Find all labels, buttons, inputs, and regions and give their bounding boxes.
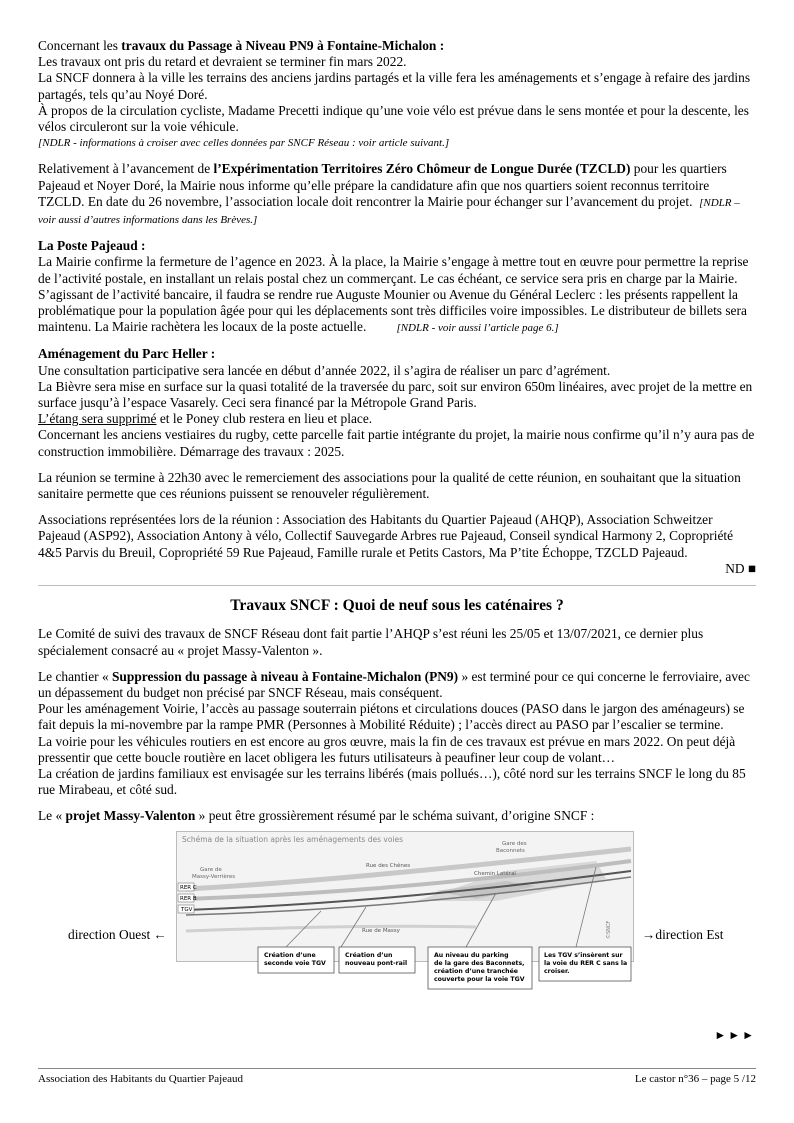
footer-association: Association des Habitants du Quartier Pajeaud [38, 1073, 243, 1085]
poste-heading: La Poste Pajeaud : [38, 238, 146, 254]
tzcld-intro: Relativement à l’avancement de [38, 161, 214, 177]
pn9-intro: Concernant les [38, 38, 122, 53]
callout-text-3: Au niveau du parking de la gare des Baconnets, création d’une tranchée couverte pour la voie TGV [434, 951, 525, 983]
pn9-heading: travaux du Passage à Niveau PN9 à Fontaine-Michalon : [121, 38, 445, 53]
pn9-line-1: Les travaux ont pris du retard et devraient se terminer fin mars 2022. [38, 54, 407, 70]
tgv-label: TGV [181, 906, 193, 913]
direction-east-label: →direction Est [642, 926, 724, 942]
poste-paragraph [38, 254, 756, 336]
p6-end: » peut être grossièrement résumé par le schéma suivant, d’origine SNCF : [195, 808, 595, 824]
article-paragraph-3: Pour les aménagement Voirie, l’accès au passage souterrain piétons et circulations douces (PASO dans le jargon des aménageurs) se fait depuis la mi-novembre par la rampe PMR (Personnes à Mobilité Réduite) ; l’accès direct au PASO par l’escalier se termine. [38, 701, 745, 733]
pn9-line-3: À propos de la circulation cycliste, Madame Precetti indique qu’une voie vélo est prévue dans le sens montée et pour la descente, les vélos circuleront sur la voie véhicule. [38, 102, 749, 135]
tzcld-note: [NDLR – voir aussi d’autres informations dans les Brèves.] [38, 196, 740, 227]
gare-baconnets-label-2: Baconnets [496, 847, 525, 854]
footer-page-number: Le castor n°36 – page 5 /12 [634, 1073, 756, 1085]
page-footer [38, 1068, 756, 1085]
chemin-lateral-label: Chemin Latéral [474, 870, 516, 877]
sncf-credit: ©SNCF [606, 920, 612, 939]
article-paragraph-4: La voirie pour les véhicules routiers en est encore au gros œuvre, mais la fin de ces travaux est prévue en mars 2022. On peut déjà pressentir que cette boucle routière en lacet obligera les futurs utilisateurs à peaufiner leur coup de volant… [38, 733, 736, 765]
tzcld-paragraph [38, 161, 756, 228]
callout-text-1: Création d’une seconde voie TGV [264, 951, 326, 967]
tzcld-heading: l’Expérimentation Territoires Zéro Chômeur de Longue Durée (TZCLD) [213, 161, 631, 177]
page-content [38, 38, 756, 1042]
poste-note: [NDLR - voir aussi l’article page 6.] [396, 322, 559, 335]
tzcld-text: pour les quartiers Pajeaud et Noyer Doré, la Mairie nous informe qu’elle prépare la candidature afin que nos quartiers soient reconnus territoire TZCLD. En date du 26 novembre, l’association locale doit rencontrer la Mairie pour échanger sur l’avancement du projet. [38, 161, 727, 209]
rer-c-label: RER C [180, 884, 197, 891]
pn9-paragraph [38, 38, 756, 54]
closing-paragraph: La réunion se termine à 22h30 avec le remerciement des associations pour la qualité de cette réunion, en souhaitant que la situation sanitaire permette que ces réunions puissent se renouveler régulièrement. [38, 469, 741, 502]
rue-chenes-label: Rue des Chênes [366, 862, 411, 869]
p6-bold: projet Massy-Valenton [65, 808, 196, 824]
parc-line-2: La Bièvre sera mise en surface sur la quasi totalité de la traversée du parc, soit sur environ 650m linéaires, avec projet de la mettre en surface jusqu’à l’espace Vasarely. Ceci sera financé par la Métropole Grand Paris. [38, 378, 753, 411]
pn9-note: [NDLR - informations à croiser avec celles données par SNCF Réseau : voir article suivant.] [38, 137, 450, 150]
p2-end: » est terminé pour ce qui concerne le ferroviaire, avec un dépassement du budget non précisé par SNCF Réseau, mais conséquent. [38, 668, 750, 700]
diagram-row [38, 831, 756, 1042]
massy-valenton-diagram [176, 831, 634, 1011]
article-paragraph-1: Le Comité de suivi des travaux de SNCF Réseau dont fait partie l’AHQP s’est réuni les 25/05 et 13/07/2021, ce dernier plus spécialement consacré au « projet Massy-Valenton ». [38, 626, 704, 658]
rue-massy-label: Rue de Massy [362, 927, 400, 934]
poste-text: La Mairie confirme la fermeture de l’agence en 2023. À la place, la Mairie s’engage à mettre tout en œuvre pour permettre la reprise de l’activité postale, en installant un relais postal chez un commerçant. Le cas échéant, ce service sera pris en charge par la Mairie. S’agissant de l’activité bancaire, il faudra se rendre rue Auguste Mounier ou Avenue du Général Leclerc : les présents rappellent la problématique pour la population âgée pour qui les déplacements sont très difficiles voire impossibles. Le distributeur de billets sera maintenu. La Mairie rachètera les locaux de la poste actuelle. [38, 254, 749, 335]
callout-text-4: Les TGV s’insèrent sur la voie du RER C sans la croiser. [544, 951, 628, 975]
etang-underlined: L’étang sera supprimé [38, 411, 157, 427]
parc-line-1: Une consultation participative sera lancée en début d’année 2022, il s’agira de réaliser un parc d’agrément. [38, 362, 611, 378]
gare-massy-label-1: Gare de [200, 866, 222, 873]
article-paragraph-2 [38, 669, 756, 701]
continue-arrows: ►►► [714, 1027, 756, 1042]
rer-b-label: RER B [180, 895, 197, 902]
callout-text-2: Création d’un nouveau pont-rail [345, 951, 408, 967]
signature: ND ■ [725, 560, 756, 576]
parc-line-4: Concernant les anciens vestiaires du rugby, cette parcelle fait partie intégrante du projet, la mairie nous confirme qu’il n’y aura pas de construction immobilière. Démarrage des travaux : 2025. [38, 427, 755, 459]
associations-paragraph: Associations représentées lors de la réunion : Association des Habitants du Quartier Pajeaud (AHQP), Association Schweitzer Pajeaud (ASP92), Association Antony à vélo, Collectif Sauvegarde Arbres rue Pajeaud, Conseil syndical Harmony 2, Copropriété 4&5 Parvis du Breuil, Copropriété 59 Rue Pajeaud, Famille rurale et Petits Castors, Ma P’tite Échoppe, TZCLD Pajeaud. [38, 512, 734, 560]
p6-start: Le « [38, 808, 66, 824]
parc-line-3 [38, 411, 756, 427]
gare-massy-label-2: Massy-Verrières [192, 873, 236, 880]
diagram-title: Schéma de la situation après les aménagements des voies [182, 834, 404, 844]
article-paragraph-5: La création de jardins familiaux est envisagée sur les terrains libérés (mais pollués…), côté nord sur les terrains SNCF le long du 85 rue Mirabeau, et côté sud. [38, 765, 746, 798]
p2-bold: Suppression du passage à niveau à Fontaine-Michalon (PN9) [111, 668, 459, 684]
section-divider [38, 585, 756, 586]
parc-line-3-text: et le Poney club restera en lieu et place. [156, 411, 373, 427]
direction-west-label: direction Ouest ← [68, 926, 167, 942]
p2-start: Le chantier « [38, 668, 112, 684]
article-paragraph-6 [38, 808, 756, 824]
pn9-line-2: La SNCF donnera à la ville les terrains des anciens jardins partagés et la ville fera les aménagements et s’engage à refaire des jardins partagés, tels qu’au Noyé Doré. [38, 70, 751, 102]
parc-heading: Aménagement du Parc Heller : [38, 346, 216, 362]
article-title: Travaux SNCF : Quoi de neuf sous les caténaires ? [230, 597, 564, 615]
gare-baconnets-label-1: Gare des [502, 840, 527, 847]
